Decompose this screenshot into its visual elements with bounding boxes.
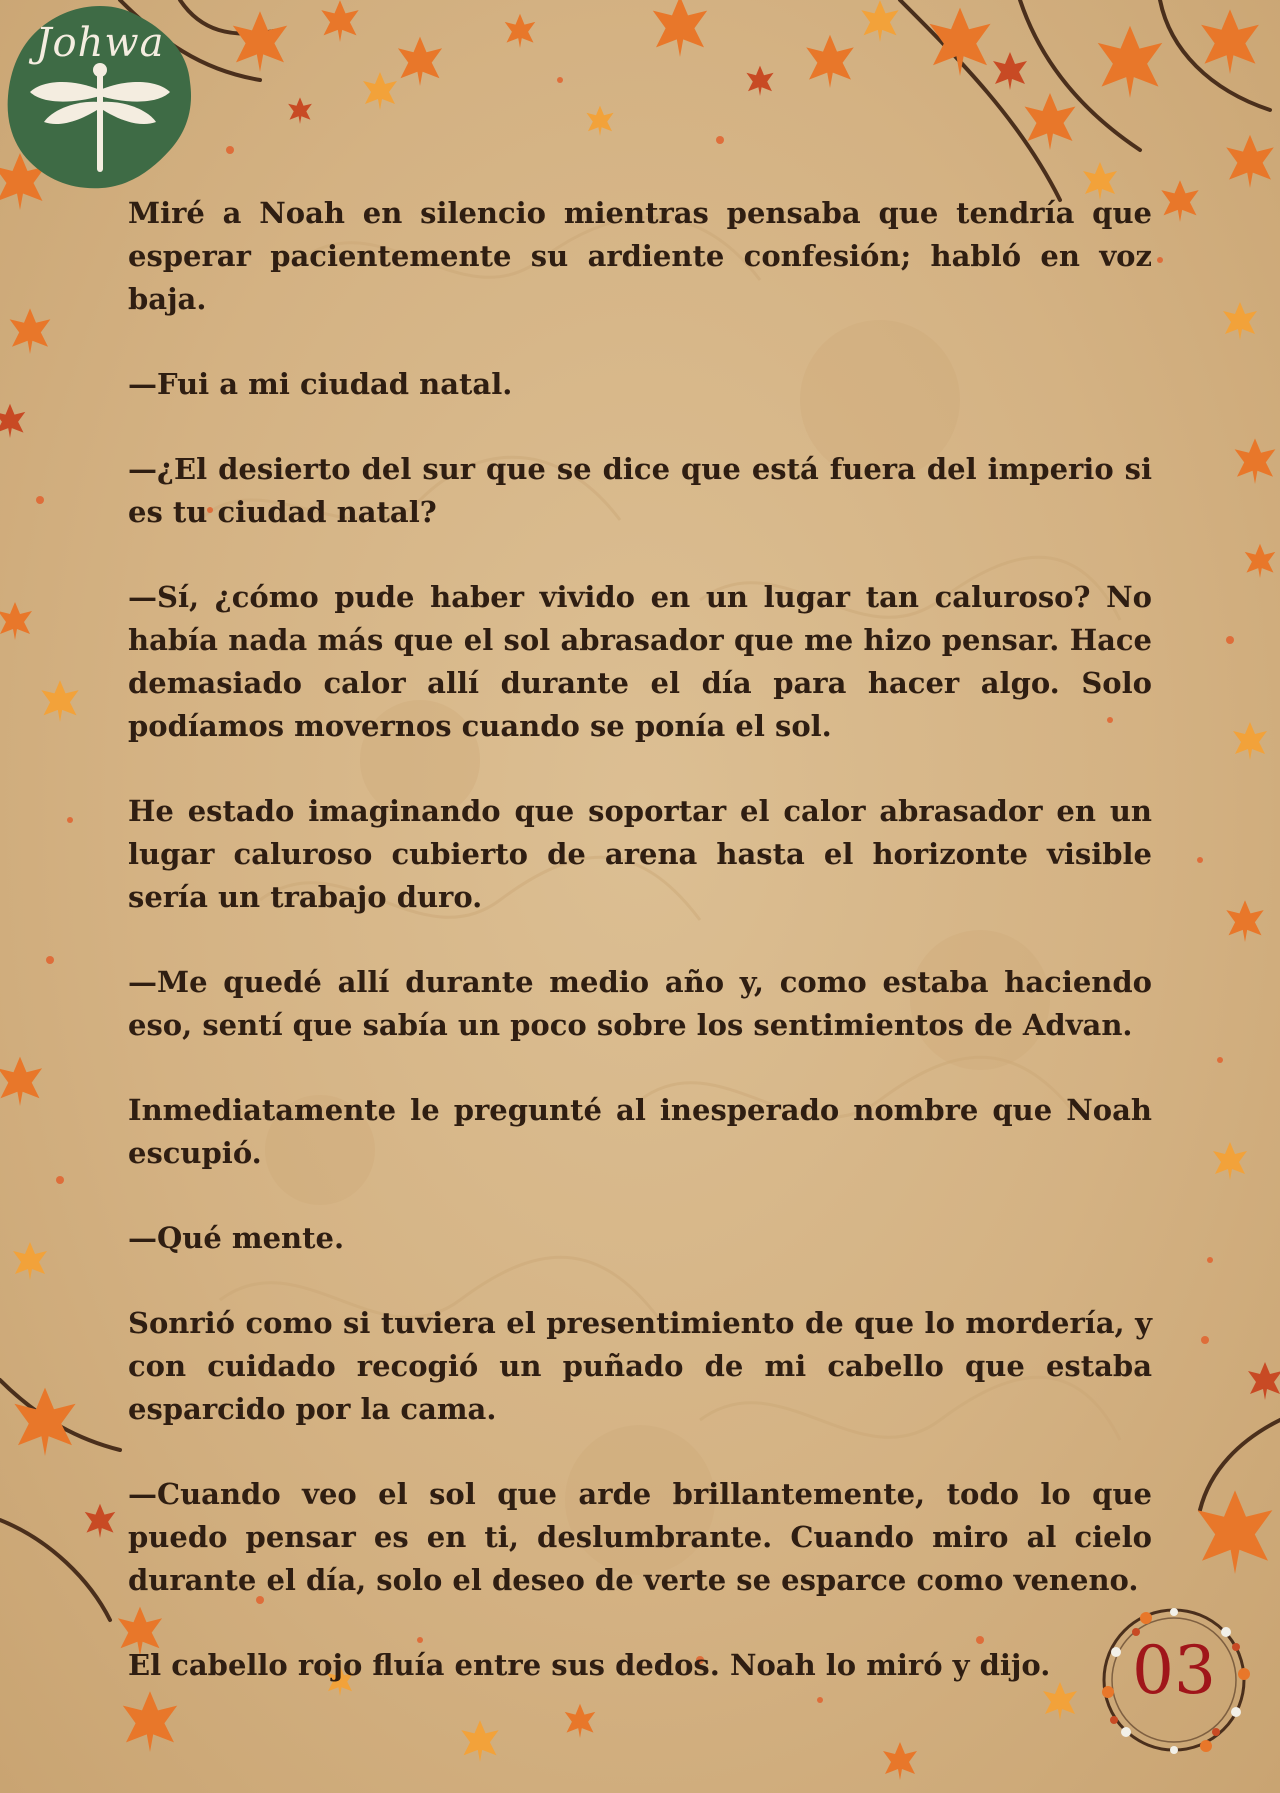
paragraph: —¿El desierto del sur que se dice que está fuera del imperio si es tu ciudad natal? (128, 452, 1152, 529)
paragraph: El cabello rojo fluía entre sus dedos. Noah lo miró y dijo. (128, 1648, 1051, 1682)
logo-text: Johwa (35, 20, 165, 66)
paragraph: —Fui a mi ciudad natal. (128, 367, 513, 401)
johwa-logo (2, 0, 198, 196)
paragraph: —Cuando veo el sol que arde brillantemente, todo lo que puedo pensar es en ti, deslumbrante. Cuando miro al cielo durante el día, solo el deseo de verte se esparce como veneno. (128, 1477, 1152, 1597)
paragraph: Miré a Noah en silencio mientras pensaba que tendría que esperar pacientemente su ardiente confesión; habló en voz baja. (128, 196, 1152, 316)
paragraph: Inmediatamente le pregunté al inesperado nombre que Noah escupió. (128, 1093, 1152, 1170)
paragraph: He estado imaginando que soportar el calor abrasador en un lugar caluroso cubierto de arena hasta el horizonte visible sería un trabajo duro. (128, 794, 1152, 914)
paragraph: —Me quedé allí durante medio año y, como estaba haciendo eso, sentí que sabía un poco sobre los sentimientos de Advan. (128, 965, 1152, 1042)
page-number: 03 (1132, 1632, 1216, 1709)
page-number-badge (1086, 1592, 1262, 1768)
paragraph: —Sí, ¿cómo pude haber vivido en un lugar tan caluroso? No había nada más que el sol abrasador que me hizo pensar. Hace demasiado calor allí durante el día para hacer algo. Solo podíamos movernos cuando se ponía el sol. (128, 580, 1152, 743)
paragraph: —Qué mente. (128, 1221, 345, 1255)
paragraph: Sonrió como si tuviera el presentimiento de que lo mordería, y con cuidado recogió un puñado de mi cabello que estaba esparcido por la cama. (128, 1306, 1152, 1426)
story-text (128, 192, 1152, 1729)
